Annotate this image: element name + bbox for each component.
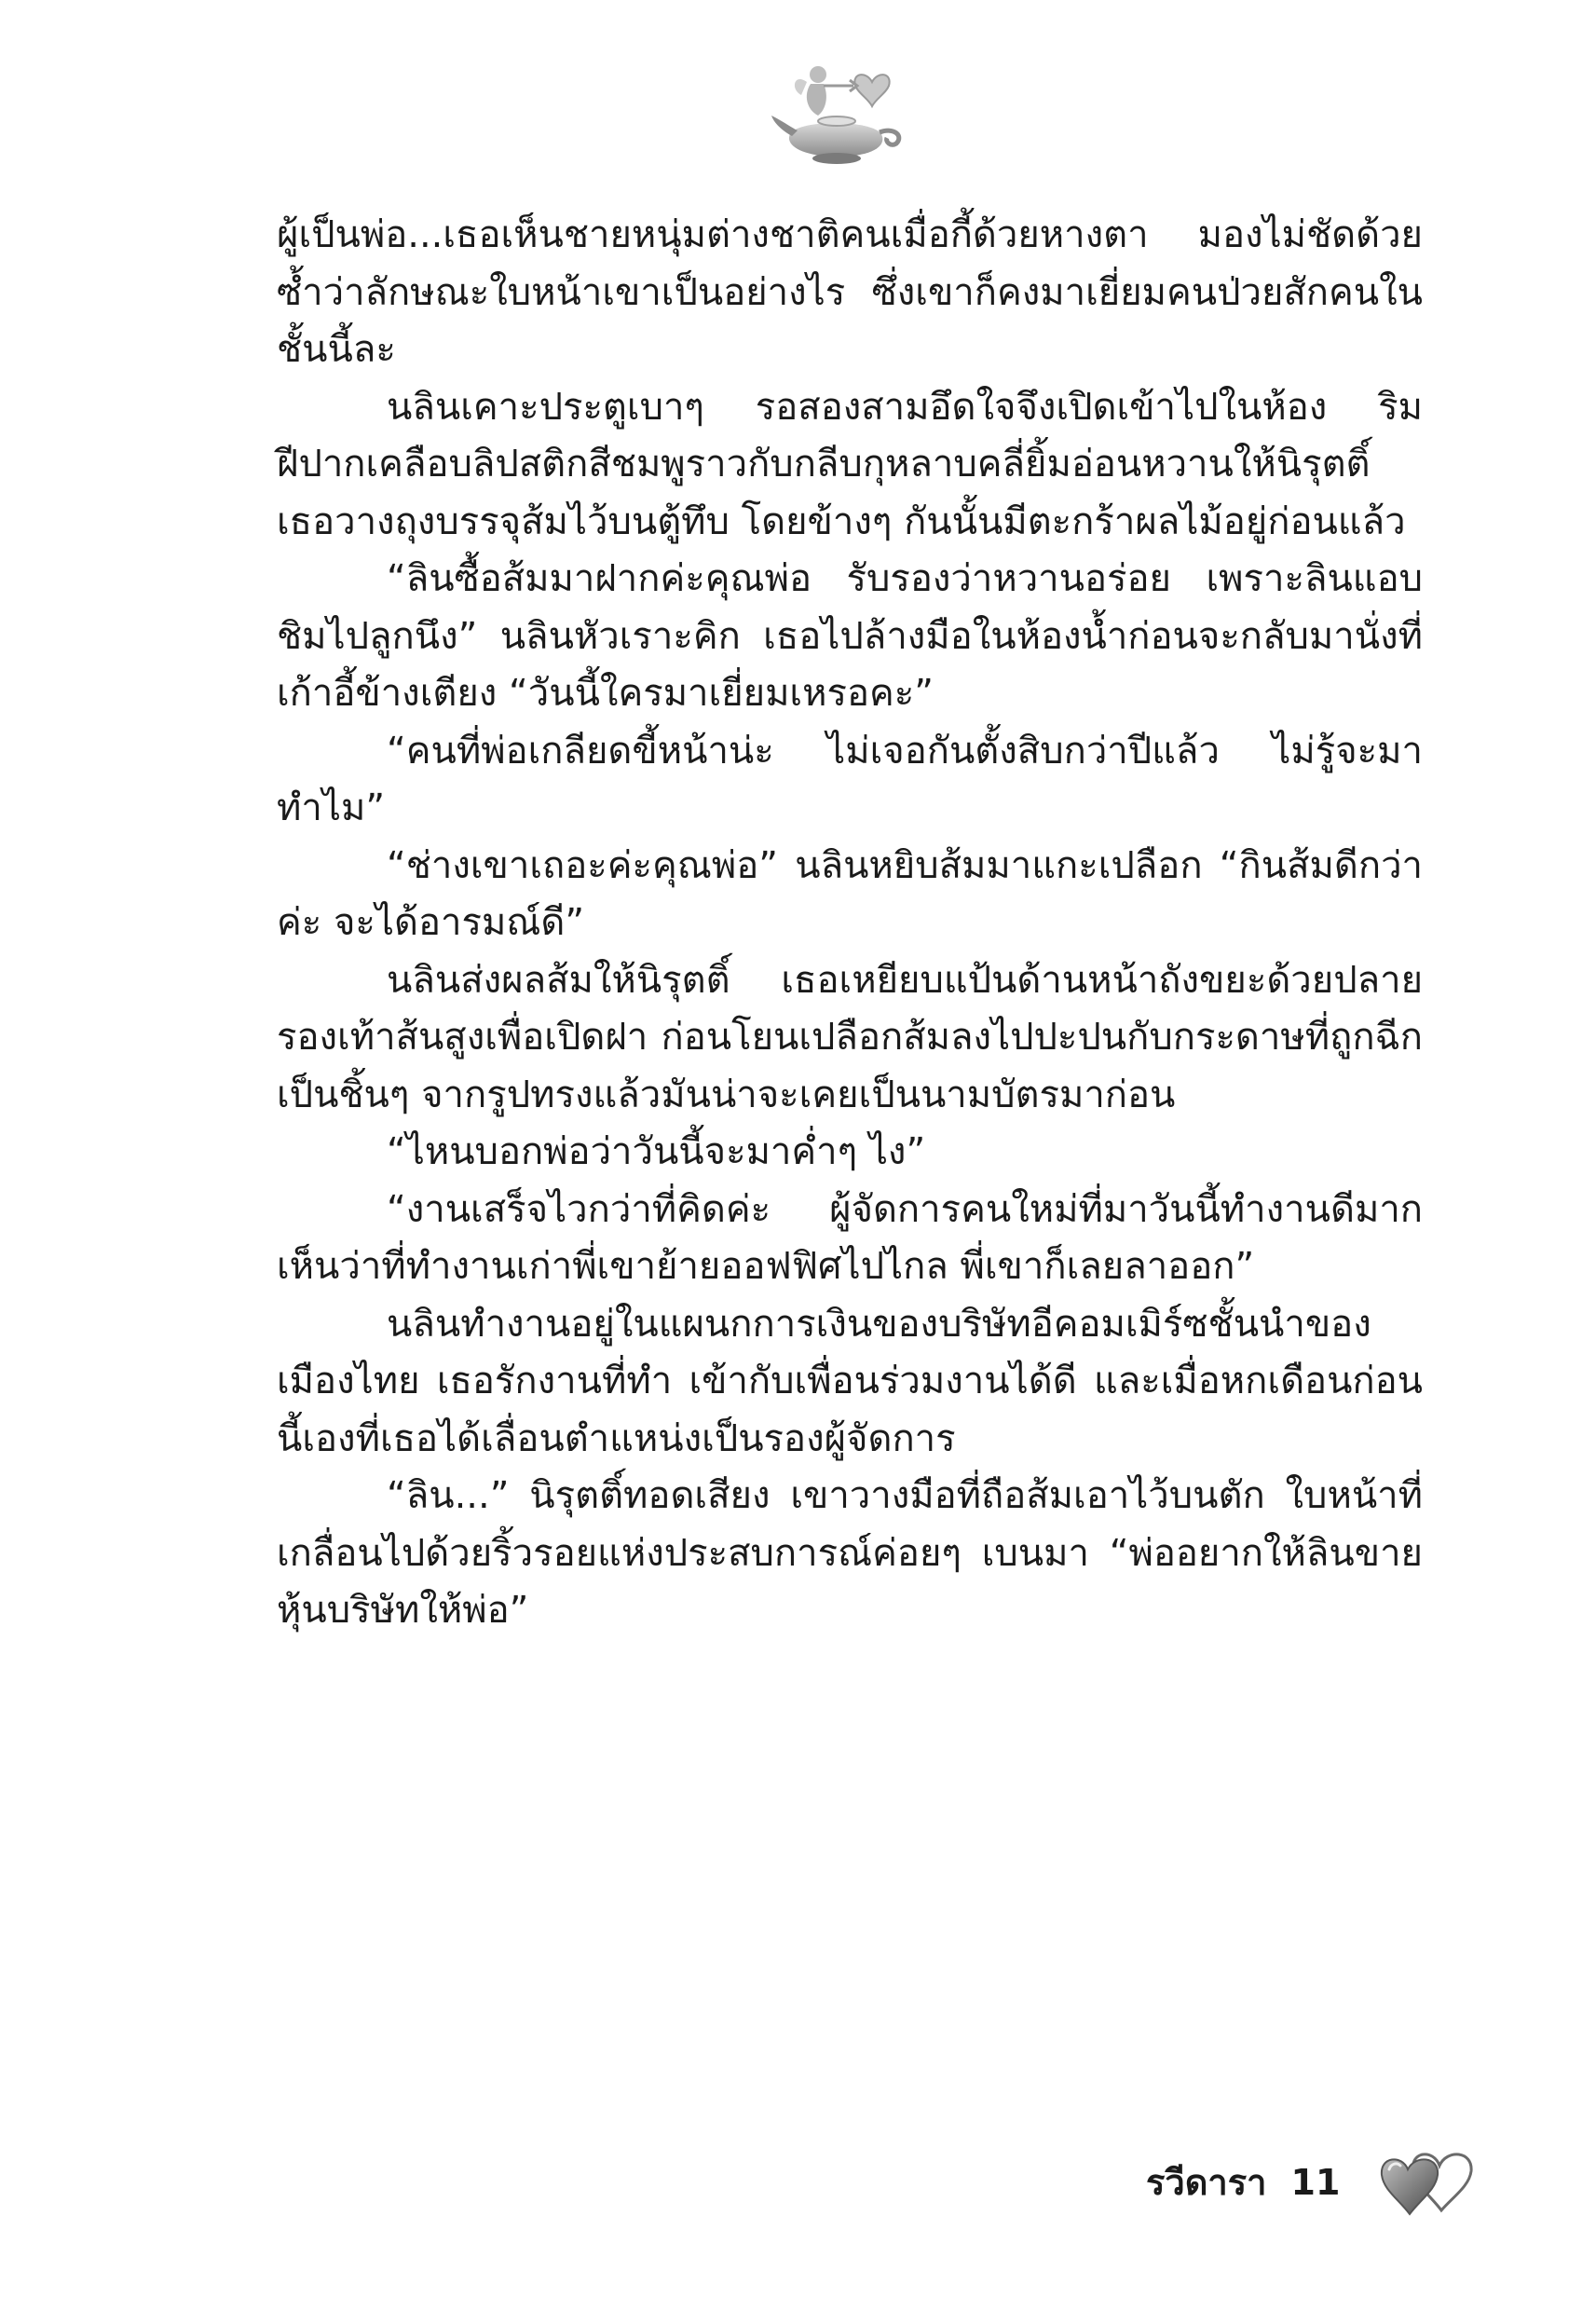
paragraph: “ลินซื้อส้มมาฝากค่ะคุณพ่อ รับรองว่าหวานอร่อย เพราะลินแอบชิมไปลูกนึง” นลินหัวเราะคิก เธอไปล้างมือในห้องน้ำก่อนจะกลับมานั่งที่เก้าอี้ข้างเตียง “วันนี้ใครมาเยี่ยมเหรอคะ” (277, 557, 1423, 715)
cupid-lamp-ornament-icon (770, 54, 909, 175)
paragraph: “ช่างเขาเถอะค่ะคุณพ่อ” นลินหยิบส้มมาแกะเปลือก “กินส้มดีกว่าค่ะ จะได้อารมณ์ดี” (277, 843, 1423, 944)
paragraph: นลินทำงานอยู่ในแผนกการเงินของบริษัทอีคอมเมิร์ซชั้นนำของเมืองไทย เธอรักงานที่ทำ เข้ากับเพื่อนร่วมงานได้ดี และเมื่อหกเดือนก่อนนี้เองที่เธอได้เลื่อนตำแหน่งเป็นรองผู้จัดการ (277, 1302, 1423, 1460)
paragraph: นลินเคาะประตูเบาๆ รอสองสามอึดใจจึงเปิดเข้าไปในห้อง ริมฝีปากเคลือบลิปสติกสีชมพูราวกับกลีบกุหลาบคลี่ยิ้มอ่อนหวานให้นิรุตติ์ เธอวางถุงบรรจุส้มไว้บนตู้ทึบ โดยข้างๆ กันนั้นมีตะกร้าผลไม้อยู่ก่อนแล้ว (277, 385, 1423, 543)
paragraph: “งานเสร็จไวกว่าที่คิดค่ะ ผู้จัดการคนใหม่ที่มาวันนี้ทำงานดีมาก เห็นว่าที่ทำงานเก่าพี่เขาย้ายออฟฟิศไปไกล พี่เขาก็เลยลาออก” (277, 1187, 1423, 1288)
paragraph: นลินส่งผลส้มให้นิรุตติ์ เธอเหยียบแป้นด้านหน้าถังขยะด้วยปลายรองเท้าส้นสูงเพื่อเปิดฝา ก่อนโยนเปลือกส้มลงไปปะปนกับกระดาษที่ถูกฉีกเป็นชิ้นๆ จากรูปทรงแล้วมันน่าจะเคยเป็นนามบัตรมาก่อน (277, 958, 1423, 1116)
paragraph: “ลิน...” นิรุตติ์ทอดเสียง เขาวางมือที่ถือส้มเอาไว้บนตัก ใบหน้าที่เกลื่อนไปด้วยริ้วรอยแห่งประสบการณ์ค่อยๆ เบนมา “พ่ออยากให้ลินขายหุ้นบริษัทให้พ่อ” (277, 1474, 1423, 1632)
two-hearts-icon (1374, 2141, 1477, 2222)
story-body (277, 207, 1423, 1640)
page-number: 11 (1290, 2162, 1341, 2203)
book-title: รวีดารา (1146, 2162, 1267, 2203)
paragraph: “คนที่พ่อเกลียดขี้หน้าน่ะ ไม่เจอกันตั้งสิบกว่าปีแล้ว ไม่รู้จะมาทำไม” (277, 729, 1423, 829)
footer-label (1146, 2162, 1340, 2203)
page-footer (1146, 2134, 1500, 2227)
paragraph: ผู้เป็นพ่อ...เธอเห็นชายหนุ่มต่างชาติคนเมื่อกี้ด้วยหางตา มองไม่ชัดด้วยซ้ำว่าลักษณะใบหน้าเขาเป็นอย่างไร ซึ่งเขาก็คงมาเยี่ยมคนป่วยสักคนในชั้นนี้ละ (277, 213, 1423, 371)
paragraph: “ไหนบอกพ่อว่าวันนี้จะมาค่ำๆ ไง” (387, 1130, 926, 1173)
